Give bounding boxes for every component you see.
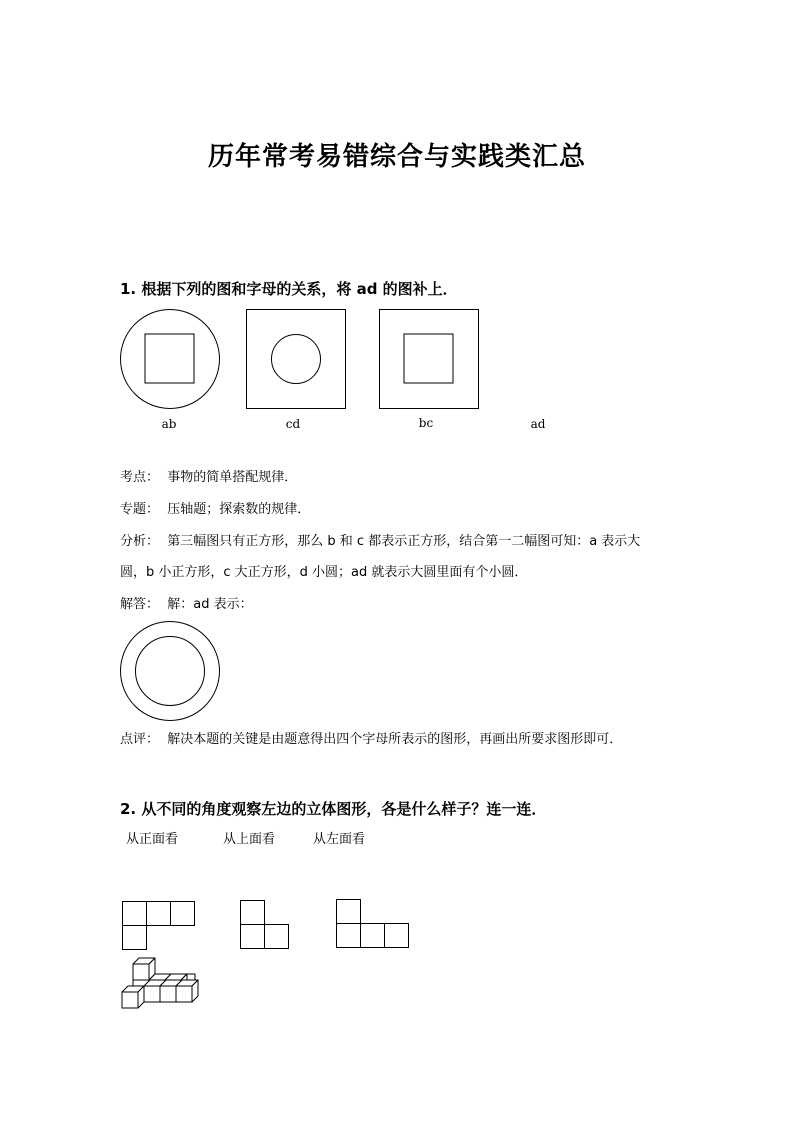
big-square (380, 310, 479, 409)
dianping-text: 解决本题的关键是由题意得出四个字母所表示的图形，再画出所要求图形即可． (167, 732, 623, 747)
jieda-text: 解：ad 表示： (167, 597, 253, 612)
kaodian-row (120, 470, 297, 486)
caption-ad: ad (530, 417, 546, 431)
figure-cd (246, 309, 346, 409)
small-circle (136, 637, 205, 706)
view-label-front: 从正面看 (126, 832, 179, 847)
caption-bc: bc (418, 416, 434, 430)
jieda-label: 解答： (120, 597, 160, 612)
dianping-label: 点评： (120, 732, 160, 747)
small-square (404, 334, 453, 383)
view-figure-3 (336, 899, 410, 949)
zhuanti-row (120, 502, 310, 518)
view-figure-1 (122, 901, 196, 951)
fenxi-text-line2: 圆，b 小正方形，c 大正方形，d 小圆；ad 就表示大圆里面有个小圆． (120, 565, 528, 580)
figure-ab (120, 309, 220, 409)
zhuanti-label: 专题： (120, 502, 160, 517)
view-label-top: 从上面看 (223, 832, 276, 847)
view-label-left: 从左面看 (313, 832, 366, 847)
fenxi-row (120, 534, 640, 550)
view-figure-2 (240, 900, 290, 950)
caption-cd: cd (285, 417, 301, 431)
figure-bc (379, 309, 479, 409)
figure-ad-answer (120, 621, 220, 721)
fenxi-label: 分析： (120, 534, 160, 549)
caption-ab: ab (161, 417, 177, 431)
small-square (145, 334, 194, 383)
big-circle (121, 310, 220, 409)
zhuanti-text: 压轴题；探索数的规律． (167, 502, 311, 517)
question-2-heading: 2. 从不同的角度观察左边的立体图形，各是什么样子？连一连． (120, 800, 547, 818)
fenxi-text-line1: 第三幅图只有正方形，那么 b 和 c 都表示正方形，结合第一二幅图可知：a 表示大 (167, 534, 641, 549)
big-square (247, 310, 346, 409)
jieda-row (120, 597, 253, 613)
dianping-row (120, 732, 622, 748)
question-1-heading: 1. 根据下列的图和字母的关系，将 ad 的图补上． (120, 280, 458, 298)
small-circle (272, 335, 321, 384)
solid-figure (120, 956, 200, 1012)
kaodian-text: 事物的简单搭配规律． (167, 470, 298, 485)
kaodian-label: 考点： (120, 470, 160, 485)
page-title: 历年常考易错综合与实践类汇总 (207, 142, 586, 172)
